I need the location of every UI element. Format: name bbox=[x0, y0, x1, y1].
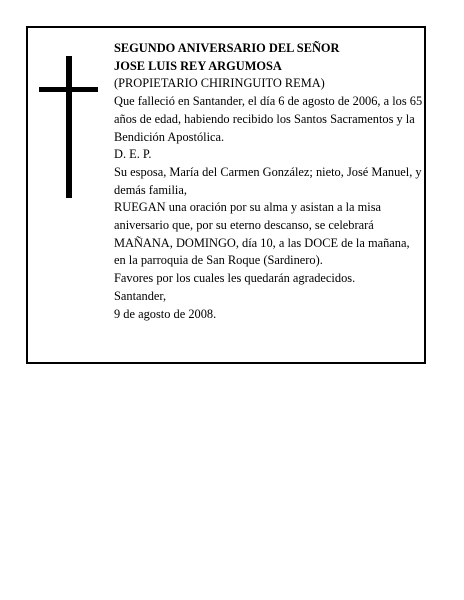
paragraph-thanks: Favores por los cuales les quedarán agradecidos. bbox=[114, 271, 356, 286]
place-text: Santander, bbox=[114, 288, 167, 303]
cross-icon bbox=[66, 56, 72, 198]
date-text: 9 de agosto de 2008. bbox=[114, 306, 217, 321]
notice-subtitle: (PROPIETARIO CHIRINGUITO REMA) bbox=[114, 76, 325, 91]
dep-text: D. E. P. bbox=[114, 147, 152, 162]
notice-title-line-1: SEGUNDO ANIVERSARIO DEL SEÑOR bbox=[114, 41, 340, 55]
obituary-notice bbox=[26, 26, 426, 364]
paragraph-death: Que falleció en Santander, el día 6 de agosto de 2006, a los 65 años de edad, habiendo recibido los Santos Sacramentos y la Bendición Apostólica. bbox=[114, 94, 423, 144]
cross-icon-bar bbox=[39, 87, 98, 92]
notice-body bbox=[114, 40, 424, 323]
paragraph-family: Su esposa, María del Carmen González; nieto, José Manuel, y demás familia, bbox=[114, 164, 422, 197]
notice-title-line-2: JOSE LUIS REY ARGUMOSA bbox=[114, 58, 282, 73]
paragraph-request: RUEGAN una oración por su alma y asistan a la misa aniversario que, por su eterno descanso, se celebrará MAÑANA, DOMINGO, día 10, a las DOCE de la mañana, en la parroquia de San Roque (Sardinero). bbox=[114, 200, 410, 268]
